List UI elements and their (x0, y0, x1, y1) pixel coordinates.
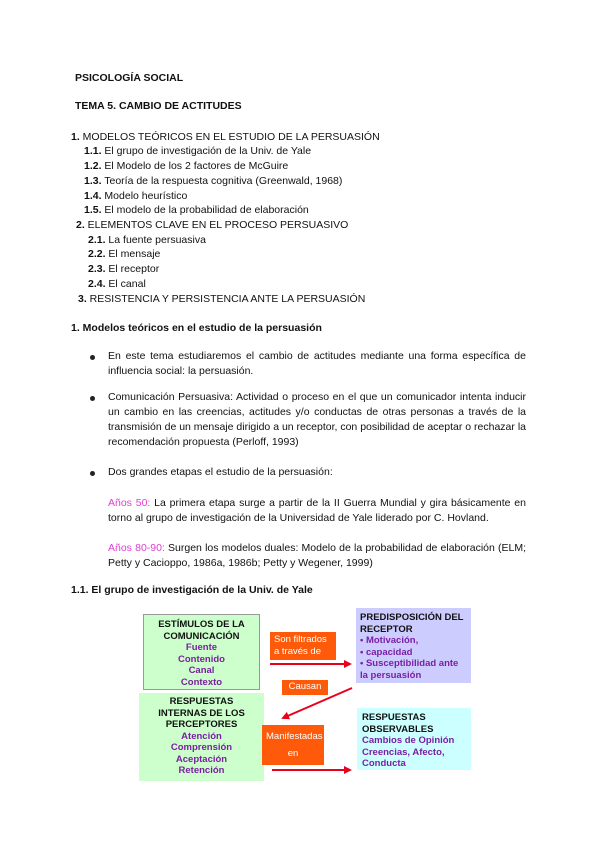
predisposition-item: • Motivación, (360, 635, 419, 646)
toc-item-2-4: 2.4. El canal (88, 278, 146, 290)
stimuli-item: Contenido (178, 653, 225, 665)
toc-item-2-2: 2.2. El mensaje (88, 248, 161, 260)
toc-item-1-4: 1.4. Modelo heurístico (84, 190, 188, 202)
paragraph-definition: Comunicación Persuasiva: Actividad o proceso en el que un comunicador intenta inducir un cambio en las creencias, actitudes y/o conductas de otras personas a través de la transmisión de un mensaje dirigido a un receptor, con posibilidad de aceptar o rechazar la recomendación propuesta (Perloff, 1993) (108, 391, 526, 448)
predisposition-item: • Susceptibilidad ante la persuasión (360, 658, 459, 681)
internal-item: Aceptación (175, 753, 228, 765)
predisposition-item: • capacidad (360, 646, 413, 658)
manifested-label: Manifestadas en (262, 725, 324, 765)
observable-item: Creencias, Afecto, Conducta (362, 746, 445, 769)
toc-item-2-1: 2.1. La fuente persuasiva (88, 234, 206, 246)
filtered-label: Son filtrados a través de (270, 632, 336, 660)
section-1-1-heading: 1.1. El grupo de investigación de la Univ. de Yale (71, 584, 313, 596)
cause-label: Causan (282, 680, 328, 695)
observable-responses-box (357, 708, 471, 770)
predisposition-title: PREDISPOSICIÓN DEL RECEPTOR (360, 612, 464, 635)
toc-item-1-3: 1.3. Teoría de la respuesta cognitiva (Greenwald, 1968) (84, 175, 343, 187)
internal-item: Atención (181, 730, 222, 742)
paragraph-stage-2: Años 80-90: Surgen los modelos duales: Modelo de la probabilidad de elaboración (ELM; Petty y Cacioppo, 1986a, 1986b; Petty y Wegener, 1999) (108, 542, 527, 569)
stage-1-label: Años 50: (108, 497, 151, 509)
toc-item-1-1: 1.1. El grupo de investigación de la Univ. de Yale (84, 145, 312, 157)
internal-title: RESPUESTAS INTERNAS DE LOS PERCEPTORES (158, 696, 245, 730)
stimuli-item: Fuente (185, 642, 218, 653)
toc-item-3: 3. RESISTENCIA Y PERSISTENCIA ANTE LA PERSUASIÓN (78, 293, 366, 305)
predisposition-box (356, 608, 471, 683)
toc-item-1: 1. MODELOS TEÓRICOS EN EL ESTUDIO DE LA PERSUASIÓN (71, 131, 380, 143)
paragraph-intro: En este tema estudiaremos el cambio de actitudes mediante una forma específica de influencia social: la persuasión. (108, 350, 526, 377)
topic-title: TEMA 5. CAMBIO DE ACTITUDES (75, 100, 242, 112)
course-title: PSICOLOGÍA SOCIAL (75, 72, 184, 84)
toc-item-2: 2. ELEMENTOS CLAVE EN EL PROCESO PERSUASIVO (76, 219, 349, 231)
observable-item: Cambios de Opinión (362, 735, 455, 746)
internal-item: Comprensión (170, 742, 233, 753)
toc-item-1-2: 1.2. El Modelo de los 2 factores de McGuire (84, 160, 289, 172)
stimuli-title: ESTÍMULOS DE LA COMUNICACIÓN (158, 619, 245, 642)
section-1-heading: 1. Modelos teóricos en el estudio de la persuasión (71, 322, 322, 334)
internal-responses-box (139, 693, 264, 781)
paragraph-stages: Dos grandes etapas el estudio de la persuasión: (108, 466, 333, 478)
toc-item-1-5: 1.5. El modelo de la probabilidad de elaboración (84, 204, 309, 216)
toc-item-2-3: 2.3. El receptor (88, 263, 160, 275)
stimuli-item: Contexto (180, 676, 223, 688)
observable-title: RESPUESTAS OBSERVABLES (362, 712, 434, 735)
stimuli-item: Canal (188, 665, 215, 676)
internal-item: Retención (178, 765, 225, 776)
stage-2-label: Años 80-90: (108, 542, 165, 554)
paragraph-stage-1: Años 50: La primera etapa surge a partir de la II Guerra Mundial y gira básicamente en torno al grupo de investigación de la Universidad de Yale liderado por C. Hovland. (108, 497, 526, 524)
stimuli-box (143, 614, 260, 690)
